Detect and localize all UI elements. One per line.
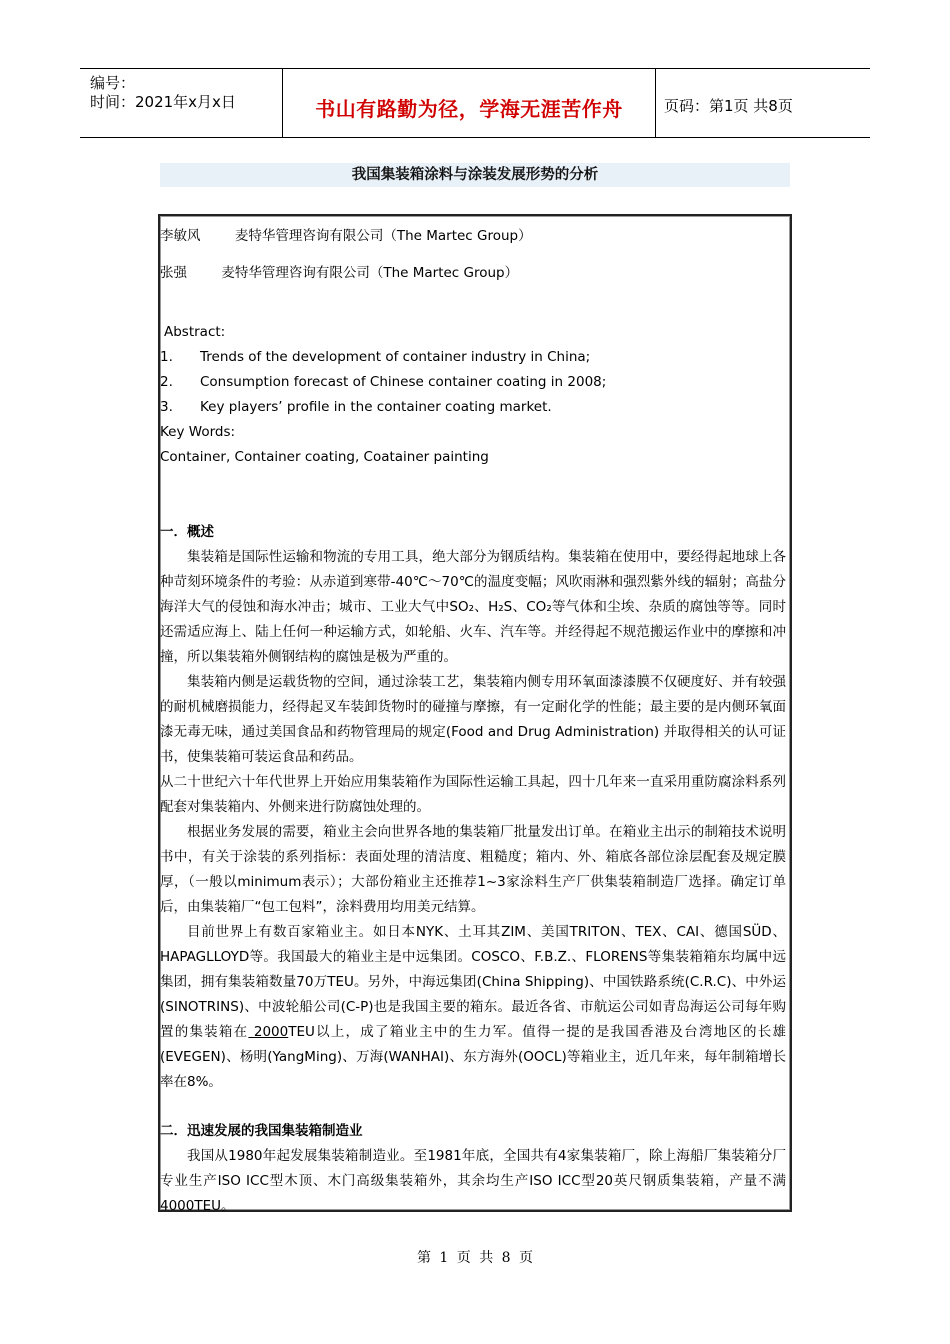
header-meta-cell bbox=[80, 69, 282, 137]
abstract-item-number: 3. bbox=[160, 399, 173, 415]
section1-paragraph-4: 根据业务发展的需要，箱业主会向世界各地的集装箱厂批量发出订单。在箱业主出示的制箱技术说明书中，有关于涂装的系列指标：表面处理的清洁度、粗糙度；箱内、外、箱底各部位涂层配套及规定膜厚，（一般以minimum表示）；大部份箱业主还推荐1~3家涂料生产厂供集装箱制造厂选择。确定订单后，由集装箱厂“包工包料”，涂料费用均用美元结算。 bbox=[160, 824, 786, 915]
abstract-item bbox=[160, 345, 786, 370]
abstract-item-text: Key players’ profile in the container coating market. bbox=[200, 399, 552, 415]
abstract-item-text: Consumption forecast of Chinese container coating in 2008; bbox=[200, 374, 607, 390]
paragraph-text: 目前世界上有数百家箱业主。如日本NYK、土耳其ZIM、美国TRITON、TEX、CAI、德国SÜD、HAPAGLLOYD等。我国最大的箱业主是中远集团。COSCO、F.B.Z.、FLORENS等集装箱箱东均属中远集团，拥有集装箱数量70万TEU。另外，中海远集团(China Shipping)、中国铁路系统(C.R.C)、中外运(SINOTRINS)、中波轮船公司(C-P)也是我国主要的箱东。最近各省、市航运公司如青岛海运公司每年购置的集装箱在 bbox=[160, 924, 786, 1040]
abstract-item-number: 2. bbox=[160, 374, 173, 390]
abstract-item-text: Trends of the development of container industry in China; bbox=[200, 349, 591, 365]
content-frame bbox=[158, 214, 792, 1212]
document-body bbox=[160, 224, 786, 1219]
document-title: 我国集装箱涂料与涂装发展形势的分析 bbox=[160, 163, 790, 187]
header-slogan-cell bbox=[282, 69, 656, 137]
paragraph-text: TEU以上，成了箱业主中的生力军。值得一提的是我国香港及台湾地区的长雄(EVEGEN)、杨明(YangMing)、万海(WANHAI)、东方海外(OOCL)等箱业主，近几年来，每年制箱增长率在8%。 bbox=[160, 1024, 787, 1090]
date-label: 时间：2021年x月x日 bbox=[90, 93, 236, 111]
section1-paragraph-2: 集装箱内侧是运载货物的空间，通过涂装工艺，集装箱内侧专用环氧面漆漆膜不仅硬度好、并有较强的耐机械磨损能力，经得起叉车装卸货物时的碰撞与摩擦，有一定耐化学的性能；最主要的是内侧环氧面漆无毒无味，通过美国食品和药物管理局的规定(Food and Drug Administration) 并取得相关的认可证书，使集装箱可装运食品和药品。 bbox=[160, 674, 786, 765]
section1-paragraph-5 bbox=[160, 920, 786, 1095]
page-info: 页码：第1页 共8页 bbox=[664, 96, 793, 115]
abstract-item bbox=[160, 370, 786, 395]
page-header bbox=[80, 68, 870, 138]
section-heading-1: 一．概述 bbox=[160, 524, 214, 540]
header-page-cell bbox=[655, 69, 870, 137]
author-line-2: 张强 麦特华管理咨询有限公司（The Martec Group） bbox=[160, 265, 519, 281]
number-label: 编号： bbox=[90, 74, 136, 92]
keywords-label: Key Words: bbox=[160, 424, 236, 440]
slogan: 书山有路勤为径，学海无涯苦作舟 bbox=[315, 96, 623, 121]
abstract-label: Abstract: bbox=[164, 324, 226, 340]
page-footer: 第 1 页 共 8 页 bbox=[416, 1250, 534, 1266]
author-line-1: 李敏风 麦特华管理咨询有限公司（The Martec Group） bbox=[160, 228, 532, 244]
section2-paragraph-1: 我国从1980年起发展集装箱制造业。至1981年底，全国共有4家集装箱厂，除上海船厂集装箱分厂专业生产ISO ICC型木顶、木门高级集装箱外，其余均生产ISO ICC型20英尺钢质集装箱，产量不满4000TEU。 bbox=[160, 1148, 786, 1214]
underlined-number: 2000 bbox=[248, 1024, 289, 1040]
section1-paragraph-1: 集装箱是国际性运输和物流的专用工具，绝大部分为钢质结构。集装箱在使用中，要经得起地球上各种苛刻环境条件的考验：从赤道到寒带-40℃～70℃的温度变幅；风吹雨淋和强烈紫外线的辐射；高盐分海洋大气的侵蚀和海水冲击；城市、工业大气中SO₂、H₂S、CO₂等气体和尘埃、杂质的腐蚀等等。同时还需适应海上、陆上任何一种运输方式，如轮船、火车、汽车等。并经得起不规范搬运作业中的摩擦和冲撞，所以集装箱外侧钢结构的腐蚀是极为严重的。 bbox=[160, 549, 786, 665]
keywords: Container, Container coating, Coatainer painting bbox=[160, 449, 489, 465]
abstract-item-number: 1. bbox=[160, 349, 173, 365]
section1-paragraph-3: 从二十世纪六十年代世界上开始应用集装箱作为国际性运输工具起，四十几年来一直采用重防腐涂料系列配套对集装箱内、外侧来进行防腐蚀处理的。 bbox=[160, 774, 786, 815]
section-heading-2: 二．迅速发展的我国集装箱制造业 bbox=[160, 1123, 363, 1139]
abstract-item bbox=[160, 395, 786, 420]
